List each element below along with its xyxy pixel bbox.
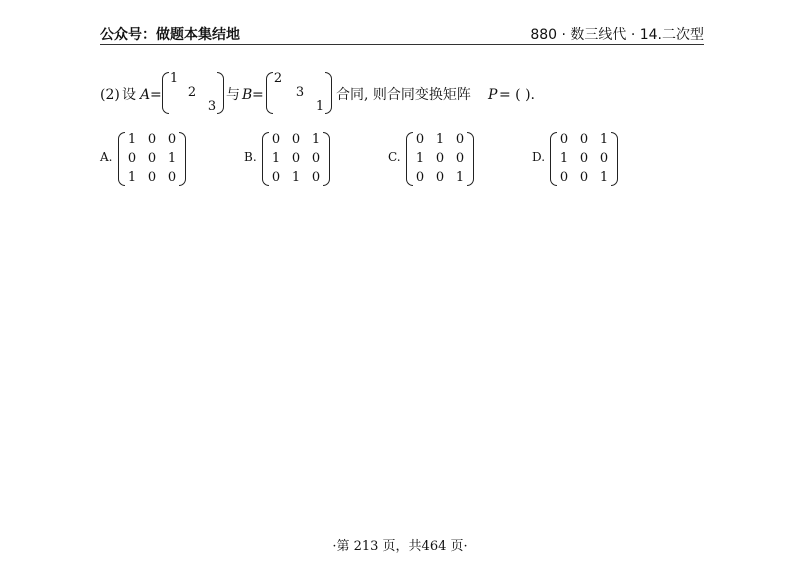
matrix-cell: 1: [127, 132, 137, 147]
option-matrix: [262, 132, 330, 186]
matrix-cell: 0: [127, 151, 137, 166]
question-text-end: = ( ).: [499, 87, 536, 103]
page-header: [100, 22, 704, 45]
matrix-b-cell: 3: [295, 85, 305, 100]
matrix-cell: 1: [559, 151, 569, 166]
matrix-cell: 1: [455, 170, 465, 185]
matrix-b: [266, 72, 332, 114]
matrix-cell: 0: [147, 132, 157, 147]
question-number: (2): [100, 87, 120, 103]
option-label: D.: [532, 150, 546, 164]
matrix-cell: 0: [147, 151, 157, 166]
var-a: A: [140, 87, 151, 103]
matrix-cell: 0: [291, 132, 301, 147]
matrix-cell: 0: [455, 151, 465, 166]
header-section: 880 · 数三线代 · 14.二次型: [530, 27, 704, 43]
question-text-tail: 合同, 则合同变换矩阵: [336, 87, 471, 103]
question-text-with: 与: [226, 87, 240, 103]
matrix-cell: 1: [291, 170, 301, 185]
matrix-cell: 0: [167, 170, 177, 185]
matrix-cell: 0: [167, 132, 177, 147]
paren-right: [611, 132, 618, 186]
matrix-cell: 0: [435, 151, 445, 166]
matrix-cell: 1: [435, 132, 445, 147]
matrix-cell: 0: [579, 132, 589, 147]
paren-right: [217, 72, 224, 114]
paren-right: [467, 132, 474, 186]
matrix-cell: 0: [271, 170, 281, 185]
matrix-cell: 0: [147, 170, 157, 185]
var-b: B: [242, 87, 253, 103]
matrix-cell: 0: [311, 151, 321, 166]
matrix-cell: 1: [599, 132, 609, 147]
matrix-cell: 0: [559, 170, 569, 185]
matrix-b-cell: 1: [315, 99, 325, 114]
eq-b: =: [252, 87, 264, 103]
matrix-cell: 1: [167, 151, 177, 166]
matrix-b-cell: 2: [273, 71, 283, 86]
matrix-a-cell: 1: [169, 71, 179, 86]
matrix-cell: 0: [559, 132, 569, 147]
matrix-cell: 1: [127, 170, 137, 185]
page-footer: ·第 213 页，共464 页·: [332, 539, 468, 554]
header-source: 公众号：做题本集结地: [100, 27, 240, 43]
option-label: B.: [244, 150, 257, 164]
eq-a: =: [150, 87, 162, 103]
matrix-cell: 0: [579, 151, 589, 166]
paren-left: [550, 132, 557, 186]
option-label: C.: [388, 150, 401, 164]
paren-right: [179, 132, 186, 186]
matrix-cell: 0: [599, 151, 609, 166]
matrix-cell: 0: [579, 170, 589, 185]
var-p: P: [488, 87, 498, 103]
matrix-cell: 0: [271, 132, 281, 147]
option-matrix: [550, 132, 618, 186]
paren-left: [406, 132, 413, 186]
matrix-a-cell: 3: [207, 99, 217, 114]
matrix-cell: 0: [455, 132, 465, 147]
matrix-a: [162, 72, 224, 114]
matrix-cell: 1: [311, 132, 321, 147]
option-matrix: [118, 132, 186, 186]
matrix-cell: 1: [599, 170, 609, 185]
question-text-set: 设: [122, 87, 136, 103]
paren-right: [323, 132, 330, 186]
matrix-cell: 0: [291, 151, 301, 166]
paren-left: [118, 132, 125, 186]
matrix-cell: 0: [435, 170, 445, 185]
paren-right: [325, 72, 332, 114]
option-label: A.: [100, 150, 113, 164]
matrix-a-cell: 2: [187, 85, 197, 100]
matrix-cell: 1: [271, 151, 281, 166]
matrix-cell: 0: [311, 170, 321, 185]
paren-left: [262, 132, 269, 186]
option-matrix: [406, 132, 474, 186]
matrix-cell: 0: [415, 132, 425, 147]
matrix-cell: 1: [415, 151, 425, 166]
matrix-cell: 0: [415, 170, 425, 185]
